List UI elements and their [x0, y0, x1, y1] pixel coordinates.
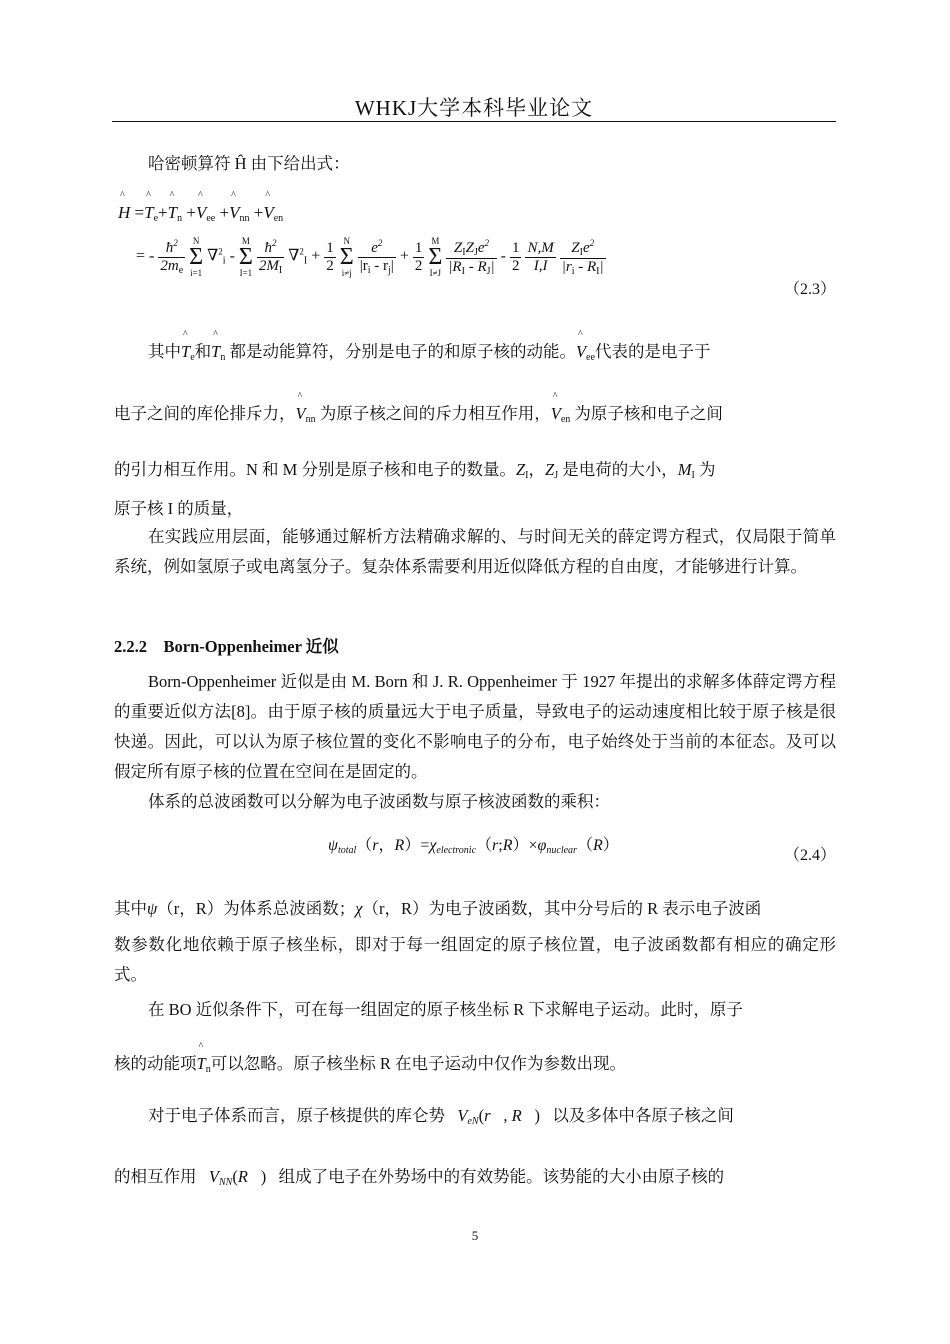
header-rule — [112, 121, 836, 122]
page-number: 5 — [471, 1228, 479, 1243]
paragraph-potential-line2: 的相互作用 $V_{NN}(R⃗)$ 组成了电子在外势场中的有效势能。该势能的大小由原子核的 — [114, 1167, 725, 1188]
equation-2-3-line2: = - $\frac{ħ^2}{2m_e}$ N Σ i=1 ∇$^2_i$ - M Σ I=1 $\frac{ħ^2}{2M_I}$ ∇$^2_I$ + $\frac{1}{2}$ N Σ i≠j $\frac{e^2}{|r_i - r_j|}$ + $\frac{1}{2}$ M Σ I≠J $\frac{Z_IZ_Je^2}{|R_I - R_J|}$ - $\frac{1}{2}$ $\frac{N,M}{I,I}$ $\frac{Z_Ie^2}{|r_i - R_I|}$ — [136, 236, 604, 278]
paragraph-operators-line3: 的引力相互作用。N 和 M 分别是原子核和电子的数量。$Z_I$，$Z_J$ 是电荷的大小，$M_I$ 为 — [114, 460, 716, 481]
paragraph-operators-line4: 原子核 I 的质量， — [114, 499, 244, 518]
section-heading-2-2-2: 2.2.2 Born-Oppenheimer 近似 — [114, 637, 339, 656]
paragraph-wavefunction-line1: 其中ψ（r，R）为体系总波函数；χ（r，R）为电子波函数，其中分号后的 R 表示电子波函 — [114, 899, 762, 918]
hamiltonian-intro: 哈密顿算符 Ĥ 由下给出式： — [148, 154, 350, 173]
paragraph-wavefunction-rest: 数参数化地依赖于原子核坐标，即对于每一组固定的原子核位置，电子波函数都有相应的确定形式。 — [114, 935, 836, 984]
paragraph-wavefunction-intro: 体系的总波函数可以分解为电子波函数与原子核波函数的乘积： — [148, 792, 610, 811]
paragraph-bo-condition-line2: 核的动能项^ $T_n$可以忽略。原子核坐标 R 在电子运动中仅作为参数出现。 — [114, 1050, 626, 1075]
running-header: WHKJ大学本科毕业论文 — [354, 96, 594, 120]
equation-number-2-3: （2.3） — [783, 281, 836, 298]
equation-2-4: $\psi_{total}(r$，$R)=\chi_{electronic}(r;R)\times\varphi_{nuclear}(R)$ — [328, 837, 619, 856]
paragraph-potential-line1: 对于电子体系而言，原子核提供的库仑势 $V_{eN}(r⃗$, R⃗) 以及多体中各原子核之间 — [148, 1106, 734, 1127]
paragraph-schrodinger: 在实践应用层面，能够通过解析方法精确求解的、与时间无关的薛定谔方程式，仅局限于简单系统，例如氢原子或电离氢分子。复杂体系需要利用近似降低方程的自由度，才能够进行计算。 — [114, 527, 836, 576]
paragraph-bo-approx: Born-Oppenheimer 近似是由 M. Born 和 J. R. Oppenheimer 于 1927 年提出的求解多体薛定谔方程的重要近似方法[8]。由于原子核的质量远大于电子质量，导致电子的运动速度相比较于原子核是很快递。因此，可以认为原子核位置的变化不影响电子的分布，电子始终处于当前的本征态。及可以假定所有原子核的位置在空间在是固定的。 — [114, 672, 836, 781]
paragraph-bo-condition-line1: 在 BO 近似条件下，可在每一组固定的原子核坐标 R 下求解电子运动。此时，原子 — [148, 1000, 743, 1019]
equation-2-3-line1: ^ H =^ $T_e+\^{}$ $T_n$ +^ $V_{ee}$ +^ $V_{nn}$ +^ $V_{en}$ — [118, 203, 283, 224]
equation-number-2-4: （2.4） — [783, 847, 836, 864]
paragraph-operators-line2: 电子之间的库伦排斥力，^ $V_{nn}$ 为原子核之间的斥力相互作用，^ $V_{en}$ 为原子核和电子之间 — [114, 400, 723, 425]
paragraph-operators-line1: 其中^ $T_e$和^ $T_n$ 都是动能算符，分别是电子的和原子核的动能。^ $V_{ee}$代表的是电子于 — [148, 338, 710, 363]
